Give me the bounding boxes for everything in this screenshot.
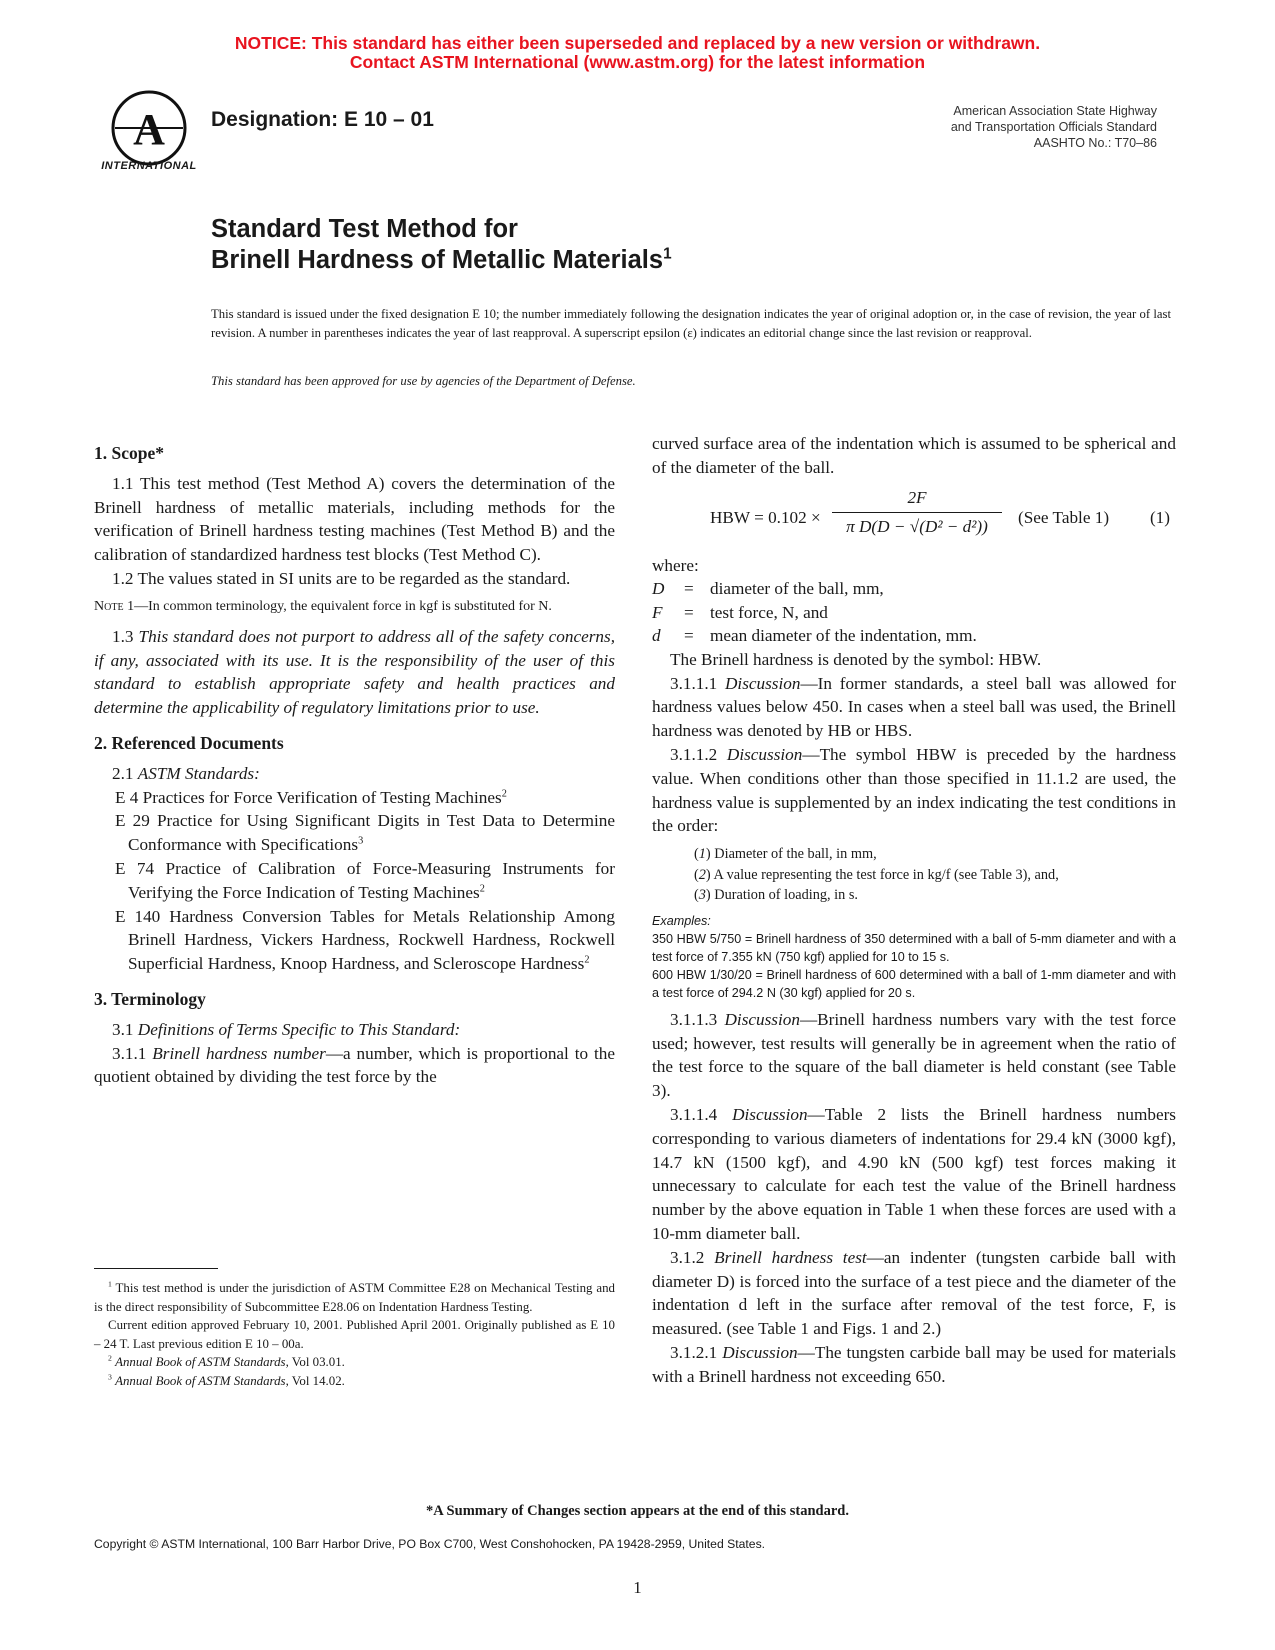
footnote-2 (94, 1353, 615, 1372)
title-line-2: Brinell Hardness of Metallic Materials (211, 246, 664, 274)
aashto-line-3: AASHTO No.: T70–86 (1033, 136, 1157, 150)
example-2: 600 HBW 1/30/20 = Brinell hardness of 600 determined with a ball of 1-mm diameter and with a test force of 294.2 N (30 kgf) applied for 20 s. (652, 967, 1176, 1000)
reference-footnote-mark: 3 (358, 835, 364, 847)
heading-referenced-documents: 2. Referenced Documents (94, 732, 284, 753)
definition-symbol: d (652, 626, 661, 646)
heading-terminology: 3. Terminology (94, 988, 206, 1009)
definitions-table (652, 577, 977, 648)
discussion-3-1-1-3 (652, 1008, 1176, 1103)
reference-footnote-mark: 2 (501, 787, 507, 799)
condition-number: 2 (698, 866, 706, 883)
discussion-3-1-1-2 (652, 743, 1176, 838)
d3-num: 3.1.1.3 (670, 1009, 718, 1029)
where-label: where: (652, 555, 699, 575)
approved-note: This standard has been approved for use by agencies of the Department of Defense. (211, 374, 636, 388)
d4-num: 3.1.1.4 (670, 1104, 718, 1124)
examples-label: Examples: (652, 913, 711, 928)
footnote-3-title: Annual Book of ASTM Standards (115, 1373, 286, 1388)
para-2-1 (94, 762, 615, 786)
d3-text: —Brinell hardness numbers vary with the test force used; however, test results will generally be in agreement when the ratio of the test force to the square of the ball diameter is held constant (see Table 3). (652, 1009, 1177, 1101)
logo-mark-a: A (133, 105, 165, 154)
definition-text: mean diameter of the indentation, mm. (710, 626, 977, 646)
d5-num: 3.1.2.1 (670, 1342, 718, 1362)
note-1 (94, 597, 615, 617)
title-line-1: Standard Test Method for (211, 215, 518, 243)
right-column (652, 432, 1176, 1389)
denoted-para: The Brinell hardness is denoted by the symbol: HBW. (670, 649, 1042, 669)
condition-text: Diameter of the ball, in mm, (714, 846, 877, 863)
para-3-1-1-term: Brinell hardness number (152, 1043, 326, 1063)
footnote-1-text: This test method is under the jurisdiction of ASTM Committee E28 on Mechanical Testing and is the direct responsibility of Subcommittee E28.06 on Indentation Hardness Testing. (94, 1281, 615, 1314)
definition-text: diameter of the ball, mm, (710, 579, 884, 599)
term-3-1-2 (652, 1246, 1176, 1341)
d2-label: Discussion (726, 745, 803, 765)
d2-num: 3.1.1.2 (670, 745, 718, 765)
d5-text: —The tungsten carbide ball may be used for materials with a Brinell hardness not exceeding 650. (652, 1342, 1176, 1386)
note-text: 1—In common terminology, the equivalent force in kgf is substituted for N. (127, 598, 552, 614)
equation-numerator: 2F (907, 487, 927, 507)
page-number: 1 (633, 1578, 642, 1597)
condition-text: A value representing the test force in kg/f (see Table 3), and, (713, 866, 1059, 883)
footnote-rule (94, 1268, 218, 1269)
astm-logo (97, 86, 201, 186)
aashto-block (951, 103, 1157, 151)
definition-row (652, 601, 977, 625)
para-3-1-text: Definitions of Terms Specific to This Standard: (137, 1019, 461, 1039)
designation: Designation: E 10 – 01 (211, 108, 434, 131)
definition-text: test force, N, and (710, 602, 828, 622)
equation-denominator: π D(D − √(D² − d²)) (846, 517, 988, 537)
heading-scope: 1. Scope* (94, 443, 164, 463)
footnote-1b: Current edition approved February 10, 2001. Published April 2001. Originally published as E 10 – 24 T. Last previous edition E 10 – 00a. (94, 1318, 615, 1351)
t2-num: 3.1.2 (670, 1247, 705, 1267)
footnote-3 (94, 1372, 615, 1391)
conditions-list (652, 844, 1176, 906)
example-1: 350 HBW 5/750 = Brinell hardness of 350 determined with a ball of 5-mm diameter and with a test force of 7.355 kN (750 kgf) applied for 10 to 15 s. (652, 931, 1176, 964)
para-1-3-text: This standard does not purport to address all of the safety concerns, if any, associated with its use. It is the responsibility of the user of this standard to establish appropriate safety and health practices and determine the applicability of regulatory limitations prior to use. (94, 626, 616, 718)
equation-1 (652, 486, 1176, 548)
condition-number: 1 (698, 846, 706, 863)
reference-text: E 4 Practices for Force Verification of Testing Machines (115, 787, 502, 807)
condition-item: (1) Diameter of the ball, in mm, (694, 846, 877, 863)
document-title (211, 214, 672, 276)
notice-line-1: NOTICE: This standard has either been superseded and replaced by a new version or withdrawn. (234, 33, 1041, 53)
reference-item (94, 905, 615, 976)
discussion-3-1-2-1 (652, 1341, 1176, 1389)
para-1-2: 1.2 The values stated in SI units are to be regarded as the standard. (112, 568, 571, 588)
t2-term: Brinell hardness test (714, 1247, 867, 1267)
left-column (94, 434, 615, 1089)
definition-equals: = (684, 602, 694, 622)
equation-fraction-line (832, 512, 1002, 513)
right-continuation: curved surface area of the indentation which is assumed to be spherical and of the diameter of the ball. (652, 434, 1176, 477)
discussion-3-1-1-1 (652, 672, 1176, 743)
condition-item: (2) A value representing the test force in kg/f (see Table 3), and, (694, 866, 1059, 883)
aashto-line-2: and Transportation Officials Standard (950, 120, 1157, 134)
d3-label: Discussion (724, 1009, 800, 1029)
reference-list (94, 786, 615, 976)
para-1-3 (94, 625, 615, 720)
reference-item (94, 809, 615, 857)
para-2-1-num: 2.1 (112, 763, 134, 783)
condition-number: 3 (698, 887, 706, 904)
d4-label: Discussion (732, 1104, 808, 1124)
reference-footnote-mark: 2 (584, 954, 590, 966)
d4-text: —Table 2 lists the Brinell hardness numbers corresponding to various diameters of indentations for 29.4 kN (3000 kgf), 14.7 kN (1500 kgf), and 4.90 kN (500 kgf) test forces making it unnecessary to calculate for each test the value of the Brinell hardness number by the above equation in Table 1 when these forces are used with a 10-mm diameter ball. (652, 1104, 1176, 1243)
definition-symbol: F (652, 602, 663, 622)
reference-text: E 74 Practice of Calibration of Force-Measuring Instruments for Verifying the Force Indication of Testing Machines (115, 858, 615, 902)
para-1-1: 1.1 This test method (Test Method A) covers the determination of the Brinell hardness of metallic materials, including methods for the verification of Brinell hardness testing machines (Test Method B) and the calibration of standardized hardness test blocks (Test Method C). (94, 473, 615, 565)
footnote-3-vol: , Vol 14.02. (285, 1373, 345, 1388)
equation-see-table: (See Table 1) (1018, 507, 1110, 527)
d1-text: —In former standards, a steel ball was allowed for hardness values below 450. In cases when a steel ball was used, the Brinell hardness was denoted by HB or HBS. (652, 673, 1176, 741)
para-3-1-1-text: —a number, which is proportional to the quotient obtained by dividing the test force by the (94, 1043, 616, 1087)
d2-text: —The symbol HBW is preceded by the hardness value. When conditions other than those specified in 11.1.2 are used, the hardness value is supplemented by an index indicating the test conditions in the order: (652, 745, 1177, 836)
para-3-1-1 (94, 1042, 615, 1090)
footnote-1 (94, 1279, 615, 1316)
equation-fraction (832, 486, 1002, 540)
discussion-3-1-1-4 (652, 1103, 1176, 1246)
reference-footnote-mark: 2 (479, 883, 485, 895)
para-2-1-text: ASTM Standards: (137, 763, 260, 783)
definition-equals: = (684, 626, 694, 646)
para-3-1 (94, 1018, 615, 1042)
aashto-line-1: American Association State Highway (953, 104, 1157, 118)
reference-item (94, 786, 615, 810)
footnote-2-vol: , Vol 03.01. (285, 1355, 345, 1369)
condition-text: Duration of loading, in s. (714, 887, 859, 904)
issued-note: This standard is issued under the fixed designation E 10; the number immediately following the designation indicates the year of original adoption or, in the case of revision, the year of last revision. A number in parentheses indicates the year of last reapproval. A superscript epsilon (ε) indicates an editorial change since the last revision or reapproval. (211, 307, 1171, 340)
definition-row (652, 624, 977, 648)
footnotes (94, 1279, 615, 1390)
reference-text: E 140 Hardness Conversion Tables for Metals Relationship Among Brinell Hardness, Vickers Hardness, Rockwell Hardness, Rockwell Superficial Hardness, Knoop Hardness, and Scleroscope Hardness (115, 906, 615, 974)
para-3-1-1-num: 3.1.1 (112, 1043, 147, 1063)
reference-text: E 29 Practice for Using Significant Digits in Test Data to Determine Conformance with Specifications (115, 811, 615, 855)
para-1-3-num: 1.3 (112, 626, 134, 646)
d1-label: Discussion (725, 673, 801, 693)
t2-text: —an indenter (tungsten carbide ball with diameter D) is forced into the surface of a test piece and the diameter of the indentation d left in the surface after removal of the test force, F, is measured. (see Table 1 and Figs. 1 and 2.) (652, 1247, 1176, 1339)
footnote-2-title: Annual Book of ASTM Standards (115, 1355, 286, 1369)
footnote-3-mark: 3 (108, 1372, 112, 1382)
footnote-2-mark: 2 (108, 1353, 112, 1363)
definition-equals: = (684, 579, 694, 599)
reference-item (94, 857, 615, 905)
equation-number: (1) (1149, 507, 1170, 527)
d5-label: Discussion (722, 1342, 798, 1362)
condition-item: (3) Duration of loading, in s. (694, 887, 859, 904)
definition-row (652, 577, 977, 601)
para-3-1-num: 3.1 (112, 1019, 134, 1039)
footnote-1-mark: 1 (108, 1279, 112, 1289)
equation-lhs: HBW = 0.102 × (710, 507, 821, 527)
title-footnote-mark: 1 (663, 245, 672, 263)
definition-symbol: D (652, 579, 665, 599)
examples-block (652, 912, 1176, 1002)
copyright: Copyright © ASTM International, 100 Barr Harbor Drive, PO Box C700, West Conshohocken, PA 19428-2959, United States. (94, 1537, 766, 1551)
logo-international-text: INTERNATIONAL (101, 160, 197, 172)
notice-line-2: Contact ASTM International (www.astm.org) for the latest information (349, 52, 926, 72)
note-label: Note (94, 598, 124, 614)
d1-num: 3.1.1.1 (670, 673, 718, 693)
summary-of-changes-note: *A Summary of Changes section appears at the end of this standard. (426, 1503, 849, 1519)
